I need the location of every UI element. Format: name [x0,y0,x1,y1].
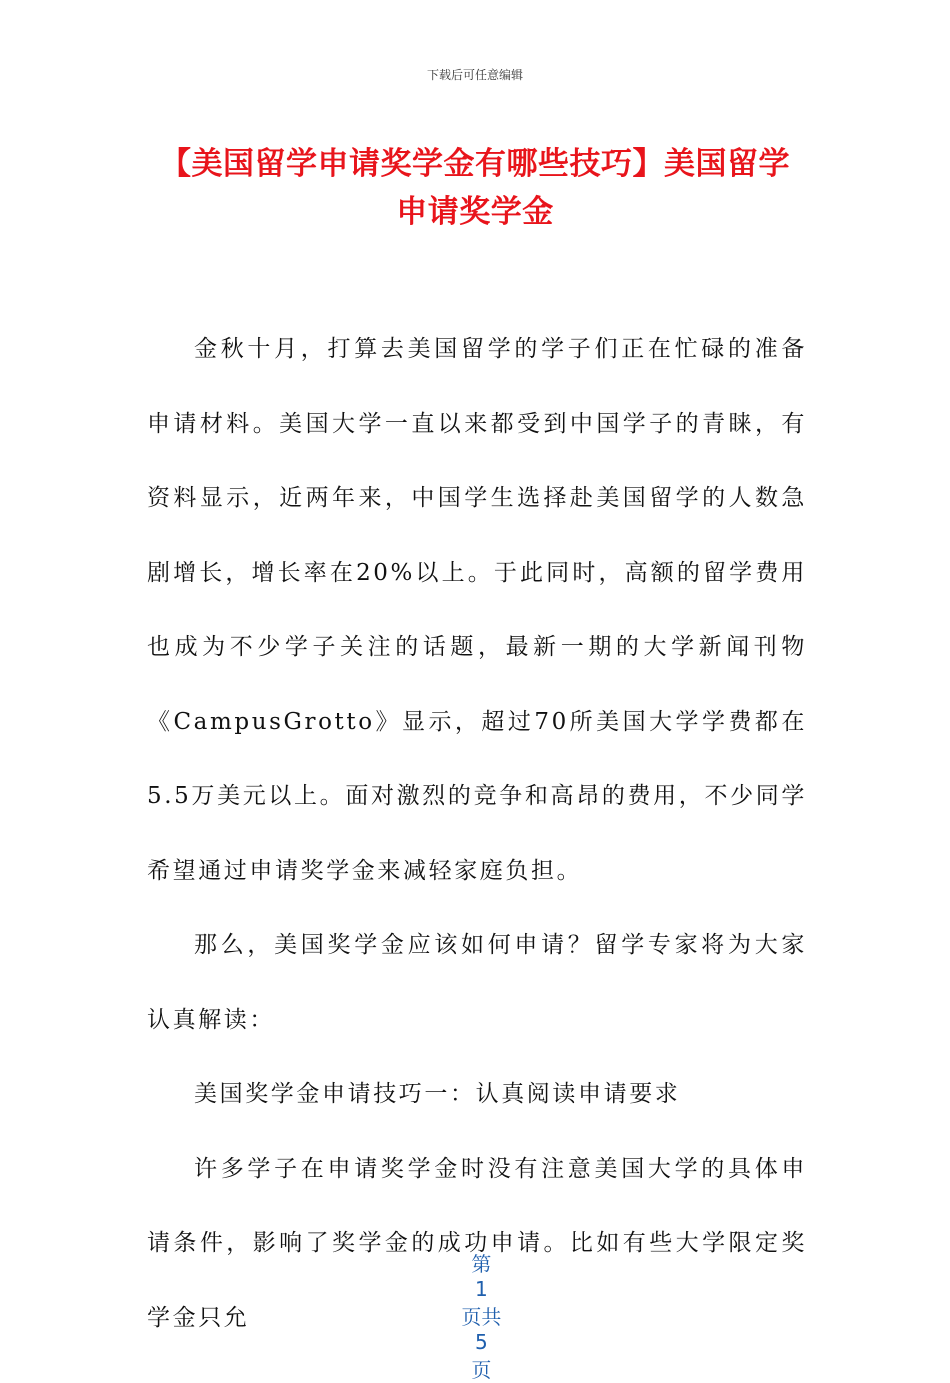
page-label-prefix: 第 [471,1252,492,1276]
body-paragraph: 那么，美国奖学金应该如何申请？留学专家将为大家认真解读： [147,932,807,1033]
document-body [147,312,807,1355]
total-pages-number: 5 [474,1330,488,1354]
body-paragraph: 许多学子在申请奖学金时没有注意美国大学的具体申请条件，影响了奖学金的成功申请。比如有些大学限定奖学金只允 [147,1155,807,1331]
body-paragraph: 金秋十月，打算去美国留学的学子们正在忙碌的准备申请材料。美国大学一直以来都受到中国学子的青睐，有资料显示，近两年来，中国学生选择赴美国留学的人数急剧增长，增长率在20%以上。于此同时，高额的留学费用也成为不少学子关注的话题，最新一期的大学新闻刊物《CampusGrotto》显示，超过70所美国大学学费都在5.5万美元以上。面对激烈的竞争和高昂的费用，不少同学希望通过申请奖学金来减轻家庭负担。 [147,336,807,884]
current-page-number: 1 [474,1277,488,1301]
section-heading: 美国奖学金申请技巧一：认真阅读申请要求 [194,1081,681,1107]
page-label-middle: 页共 [461,1305,502,1329]
header-note: 下载后可任意编辑 [426,68,523,82]
document-title: 【美国留学申请奖学金有哪些技巧】美国留学申请奖学金 [160,146,790,230]
page-footer [0,1224,950,1383]
page-label-suffix: 页 [471,1358,492,1382]
